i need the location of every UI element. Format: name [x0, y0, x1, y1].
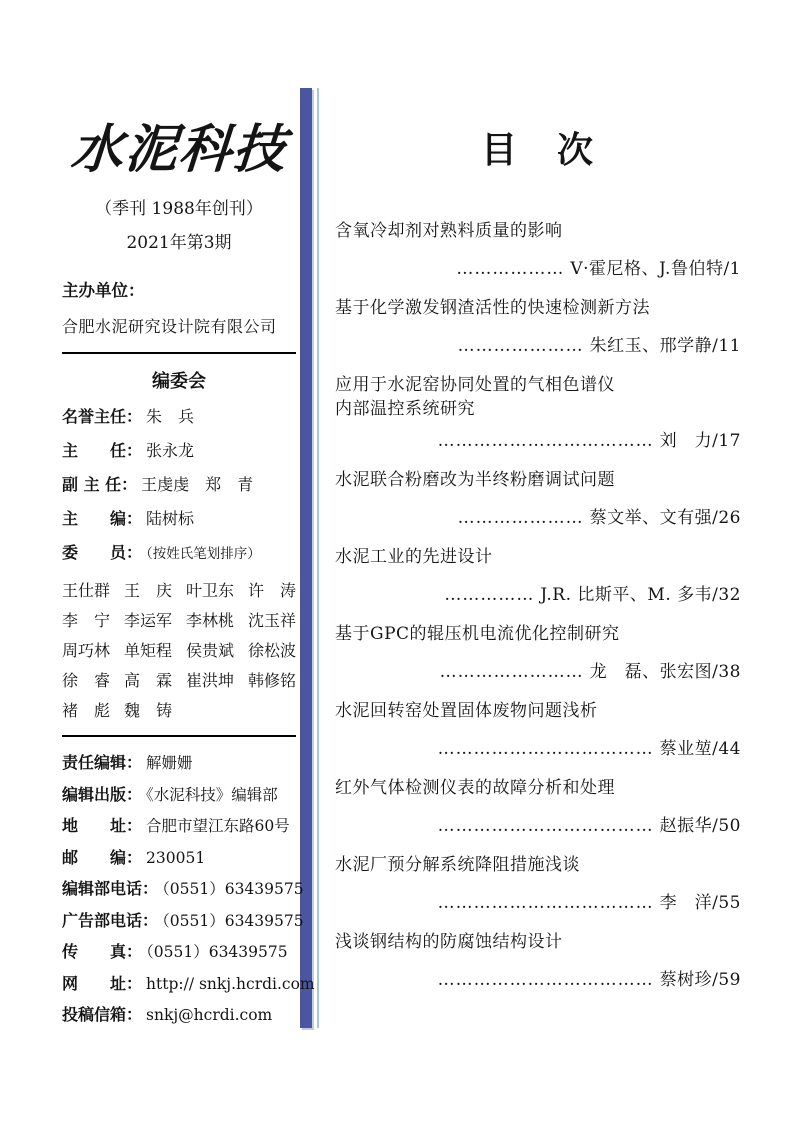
article-byline [335, 814, 741, 838]
article-authors: J.R. 比斯平、M. 多韦 [540, 585, 713, 605]
article-page: /44 [712, 739, 741, 759]
article-page: /50 [712, 816, 741, 836]
article-title: 含氧冷却剂对熟料质量的影响 [335, 221, 563, 241]
article-authors: 蔡业堃 [659, 739, 713, 759]
role-value: 张永龙 [146, 441, 195, 460]
role-row-chief-editor [62, 509, 296, 529]
pub-value: （0551）63439575 [162, 880, 304, 898]
article-page: /55 [712, 893, 741, 913]
role-value: 王虔虔 郑 青 [141, 475, 254, 494]
dot-leader: ……………… [456, 259, 565, 279]
article-byline [335, 660, 741, 684]
member-name: 褚 彪 [62, 701, 111, 720]
article-title: 水泥回转窑处置固体废物问题浅析 [335, 701, 598, 721]
toc-entry [335, 776, 741, 838]
dot-leader: ………………… [457, 508, 584, 528]
dot-leader: …………………… [439, 662, 584, 682]
role-value: 朱 兵 [146, 407, 195, 426]
member-name: 李运军 [123, 611, 172, 630]
pub-label: 编辑部电话： [62, 879, 159, 898]
role-row-deputy-director [62, 475, 296, 495]
members-grid [62, 581, 296, 720]
toc-entry [335, 853, 741, 915]
submission-email: snkj@hcrdi.com [146, 1006, 273, 1024]
pub-label: 广告部电话： [62, 910, 159, 930]
role-label: 委 员： [62, 543, 143, 562]
pub-label: 责任编辑： [62, 753, 143, 772]
pub-label: 编辑出版： [62, 784, 143, 804]
article-byline [335, 968, 741, 992]
pub-label: 网 址： [62, 973, 143, 993]
article-page: /11 [712, 336, 741, 356]
left-column [62, 118, 315, 1037]
toc-entry [335, 219, 741, 281]
pub-label: 投稿信箱： [62, 1005, 143, 1024]
pub-value: （0551）63439575 [146, 943, 288, 961]
article-title: 水泥工业的先进设计 [335, 547, 493, 567]
member-name: 李林桃 [185, 611, 234, 630]
dot-leader: ……………………………… [437, 739, 654, 759]
member-name: 周巧林 [62, 641, 111, 660]
toc-entry [335, 468, 741, 530]
members-sort-note: （按姓氏笔划排序） [146, 546, 261, 562]
article-title-line2: 内部温控系统研究 [335, 399, 475, 419]
toc-entry [335, 622, 741, 684]
pub-label: 地 址： [62, 816, 143, 835]
article-authors: 龙 磊、张宏图 [589, 662, 713, 682]
member-name: 魏 铸 [123, 701, 172, 720]
pub-value: 合肥市望江东路60号 [146, 817, 290, 835]
article-authors: 赵振华 [659, 816, 713, 836]
role-row-director [62, 441, 296, 461]
article-page: /26 [712, 508, 741, 528]
article-title: 水泥联合粉磨改为半终粉磨调试问题 [335, 470, 615, 490]
toc-heading: 目 次 [480, 129, 595, 171]
pub-label: 邮 编： [62, 847, 143, 867]
organizer-label: 主办单位： [62, 281, 145, 300]
member-name: 崔洪坤 [185, 671, 234, 690]
article-authors: 蔡树珍 [659, 970, 713, 990]
pub-row-website [62, 973, 315, 994]
editorial-board-heading: 编委会 [152, 371, 206, 392]
article-page: /38 [712, 662, 741, 682]
organizer-name: 合肥水泥研究设计院有限公司 [62, 317, 277, 336]
publication-info [62, 753, 315, 1025]
journal-title: 水泥科技 [68, 119, 290, 180]
pub-row-editorial-phone [62, 879, 304, 899]
column-divider-thin-line [317, 88, 319, 1028]
toc-entry [335, 699, 741, 761]
role-row-honorary-director [62, 407, 296, 427]
toc-entry [335, 930, 741, 992]
member-name: 韩修铭 [247, 671, 296, 690]
dot-leader: ……………………………… [437, 893, 654, 913]
website-url: http:// snkj.hcrdi.com [146, 974, 315, 993]
pub-value: 解姗姗 [146, 754, 193, 772]
toc-column [335, 126, 741, 1007]
member-name: 李 宁 [62, 611, 111, 630]
role-label: 名誉主任： [62, 407, 143, 426]
member-name: 叶卫东 [185, 581, 234, 600]
article-byline [335, 257, 741, 281]
pub-row-publisher [62, 785, 296, 805]
article-authors: 蔡文举、文有强 [589, 508, 713, 528]
pub-value: （0551）63439575 [162, 911, 304, 930]
member-name: 徐 睿 [62, 671, 111, 690]
dot-leader: ……………………………… [437, 431, 654, 451]
article-title: 基于GPC的辊压机电流优化控制研究 [335, 624, 620, 644]
role-label: 主 任： [62, 441, 143, 460]
member-name: 高 霖 [123, 671, 172, 690]
article-title-line1: 应用于水泥窑协同处置的气相色谱仪 [335, 375, 615, 395]
dot-leader: …………… [444, 585, 535, 605]
article-page: /32 [712, 585, 741, 605]
article-authors: 朱红玉、邢学静 [589, 336, 713, 356]
role-label: 主 编： [62, 509, 143, 528]
member-name: 王仕群 [62, 581, 111, 600]
separator-rule-bottom [62, 735, 296, 737]
separator-rule-top [62, 352, 296, 354]
article-page: /1 [723, 259, 741, 279]
pub-row-address [62, 816, 296, 836]
role-label: 副 主 任： [62, 475, 138, 494]
article-byline [335, 429, 741, 453]
pub-row-ad-phone [62, 910, 304, 931]
member-name: 徐松波 [247, 641, 296, 660]
member-name: 侯贵斌 [185, 641, 234, 660]
pub-label: 传 真： [62, 942, 143, 961]
article-byline [335, 891, 741, 915]
member-name: 单矩程 [123, 641, 172, 660]
pub-value: 《水泥科技》编辑部 [146, 785, 278, 804]
member-name: 王 庆 [123, 581, 172, 600]
pub-row-postcode [62, 848, 296, 868]
article-page: /17 [712, 431, 741, 451]
article-byline [335, 583, 741, 607]
article-title: 浅谈钢结构的防腐蚀结构设计 [335, 932, 563, 952]
article-byline [335, 506, 741, 530]
pub-value: 230051 [146, 848, 206, 867]
member-name: 沈玉祥 [247, 611, 296, 630]
pub-row-fax [62, 942, 296, 962]
article-byline [335, 334, 741, 358]
article-title: 水泥厂预分解系统降阻措施浅谈 [335, 855, 580, 875]
toc-entry [335, 373, 741, 453]
toc-entry [335, 545, 741, 607]
pub-row-duty-editor [62, 753, 296, 773]
article-authors: V·霍尼格、J.鲁伯特 [570, 259, 724, 279]
dot-leader: ……………………………… [437, 970, 654, 990]
article-authors: 刘 力 [659, 431, 713, 451]
member-name: 许 涛 [247, 581, 296, 600]
article-title: 红外气体检测仪表的故障分析和处理 [335, 778, 615, 798]
article-byline [335, 737, 741, 761]
dot-leader: ……………………………… [437, 816, 654, 836]
pub-row-submission-email [62, 1005, 296, 1025]
article-page: /59 [712, 970, 741, 990]
article-title: 基于化学激发钢渣活性的快速检测新方法 [335, 298, 650, 318]
role-value: 陆树标 [146, 509, 195, 528]
article-authors: 李 洋 [659, 893, 713, 913]
journal-subtitle: （季刊 1988年创刊） [95, 199, 263, 219]
journal-issue: 2021年第3期 [126, 233, 232, 253]
role-row-members [62, 543, 296, 564]
toc-entry [335, 296, 741, 358]
dot-leader: ………………… [457, 336, 584, 356]
